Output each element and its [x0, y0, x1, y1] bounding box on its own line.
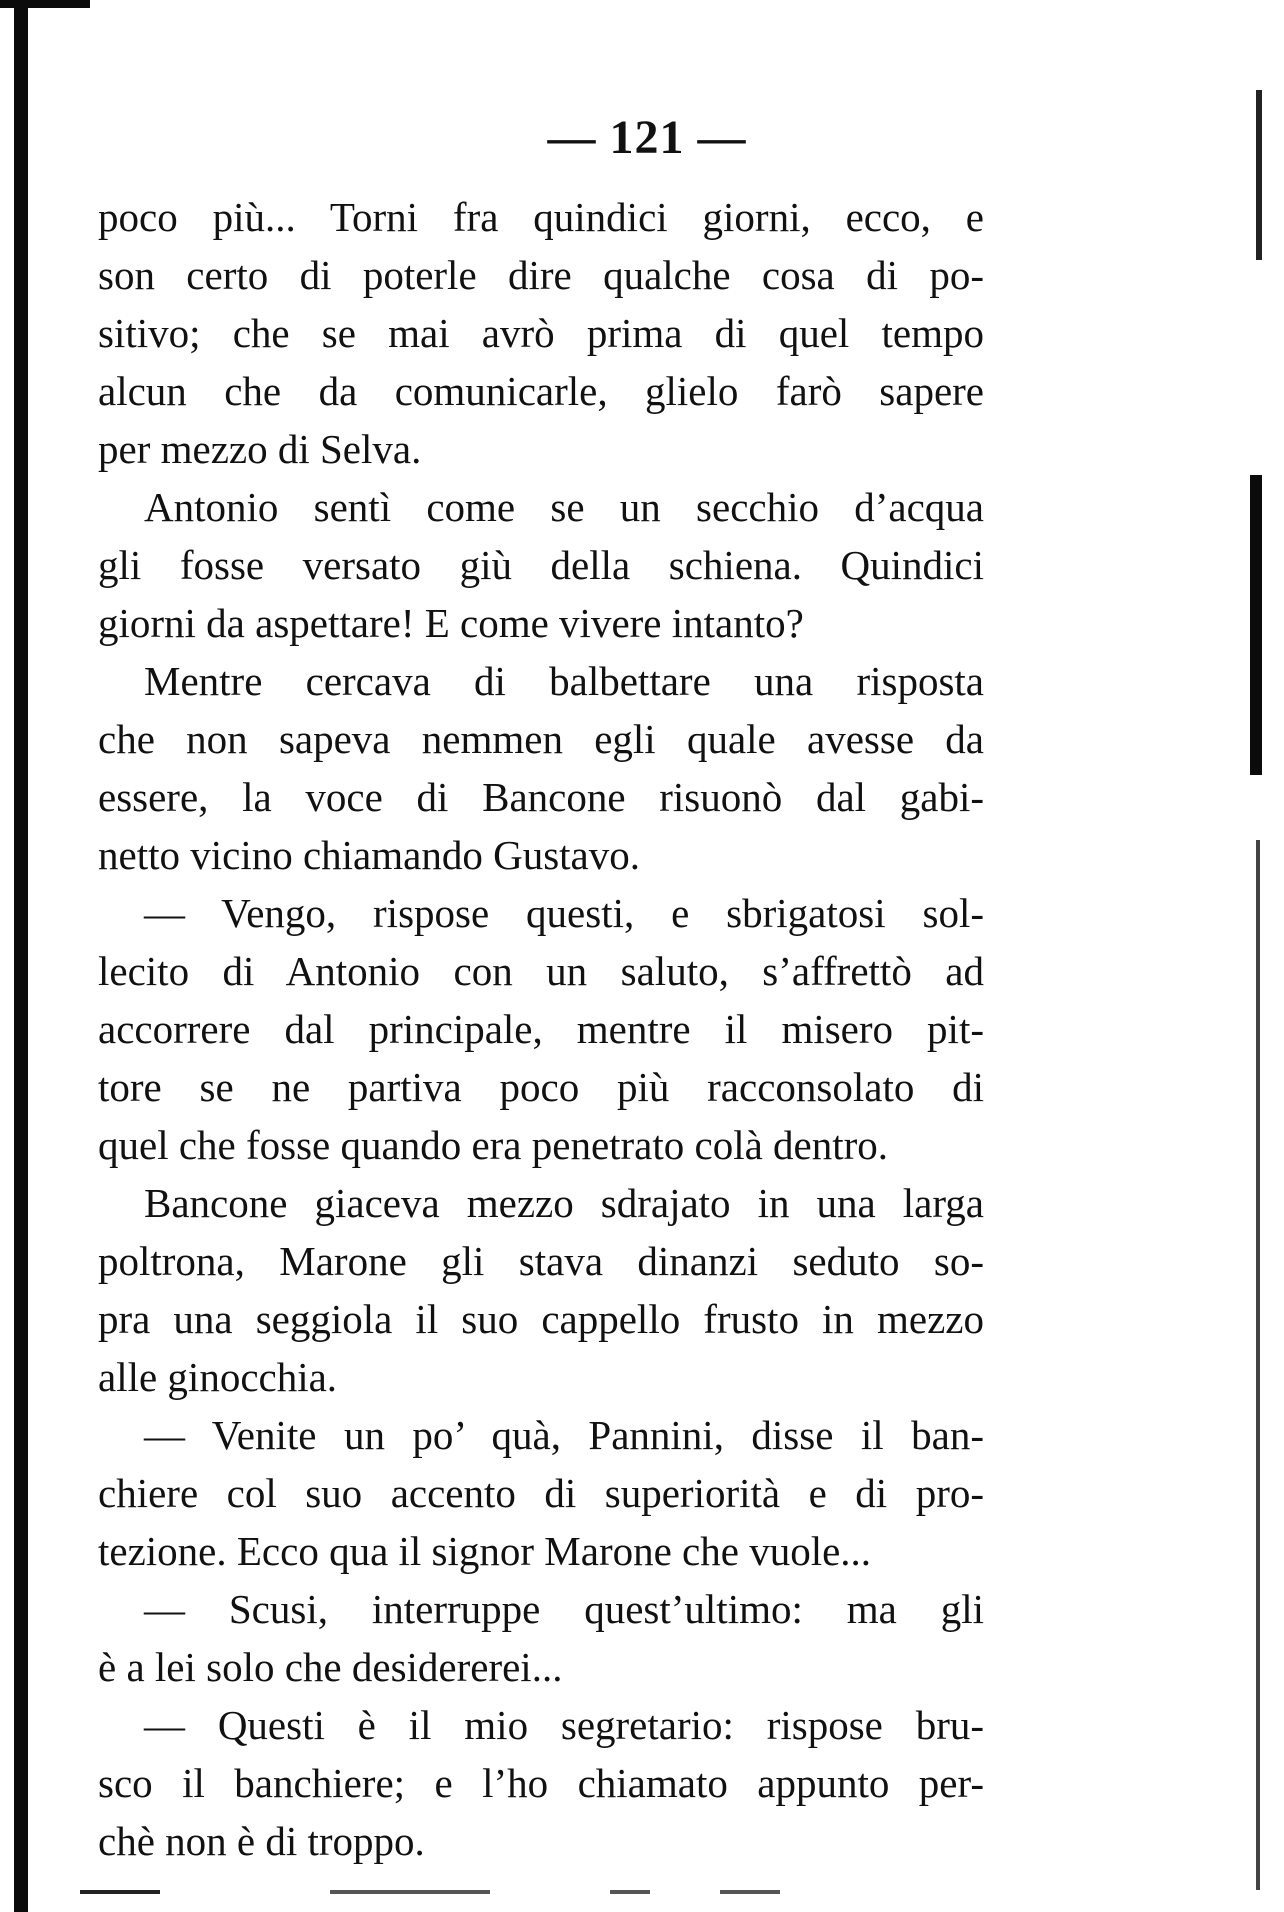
text-line: gli fosse versato giù della schiena. Quindici: [98, 542, 984, 588]
text-line: alcun che da comunicarle, glielo farò sapere: [98, 368, 984, 414]
text-line: — Venite un po’ quà, Pannini, disse il ban-: [144, 1412, 984, 1458]
text-line: essere, la voce di Bancone risuonò dal gabi-: [98, 774, 984, 820]
text-line: son certo di poterle dire qualche cosa di po-: [98, 252, 984, 298]
page-number: — 121 —: [547, 111, 747, 164]
text-line: netto vicino chiamando Gustavo.: [98, 832, 640, 878]
text-line: Antonio sentì come se un secchio d’acqua: [144, 484, 984, 530]
text-line: è a lei solo che desidererei...: [98, 1644, 563, 1690]
text-line: chiere col suo accento di superiorità e di pro-: [98, 1470, 984, 1516]
scan-noise: [610, 1890, 650, 1894]
text-line: accorrere dal principale, mentre il misero pit-: [98, 1006, 984, 1052]
text-line: per mezzo di Selva.: [98, 426, 422, 472]
text-line: tore se ne partiva poco più racconsolato di: [98, 1064, 984, 1110]
text-line: — Vengo, rispose questi, e sbrigatosi sol-: [144, 890, 984, 936]
body-text: [98, 188, 984, 1870]
scan-edge-right: [1250, 475, 1262, 775]
text-line: poco più... Torni fra quindici giorni, ecco, e: [98, 194, 984, 240]
text-line: sco il banchiere; e l’ho chiamato appunto per-: [98, 1760, 984, 1806]
scan-noise: [720, 1890, 780, 1894]
text-line: che non sapeva nemmen egli quale avesse da: [98, 716, 984, 762]
text-line: poltrona, Marone gli stava dinanzi seduto so-: [98, 1238, 984, 1284]
text-line: — Scusi, interruppe quest’ultimo: ma gli: [144, 1586, 984, 1632]
scan-edge-left: [14, 0, 28, 1912]
text-line: alle ginocchia.: [98, 1354, 338, 1400]
text-line: giorni da aspettare! E come vivere intanto?: [98, 600, 804, 646]
text-line: quel che fosse quando era penetrato colà dentro.: [98, 1122, 889, 1168]
scan-noise: [80, 1890, 160, 1894]
text-line: tezione. Ecco qua il signor Marone che vuole...: [98, 1528, 872, 1574]
text-line: chè non è di troppo.: [98, 1818, 425, 1864]
text-line: Bancone giaceva mezzo sdrajato in una larga: [144, 1180, 984, 1226]
text-line: sitivo; che se mai avrò prima di quel tempo: [98, 310, 984, 356]
scan-edge-right-lower: [1256, 840, 1260, 1890]
scan-noise: [330, 1890, 490, 1894]
text-line: — Questi è il mio segretario: rispose bru-: [144, 1702, 984, 1748]
text-line: lecito di Antonio con un saluto, s’affrettò ad: [98, 948, 984, 994]
text-line: pra una seggiola il suo cappello frusto in mezzo: [98, 1296, 984, 1342]
text-line: Mentre cercava di balbettare una risposta: [144, 658, 984, 704]
